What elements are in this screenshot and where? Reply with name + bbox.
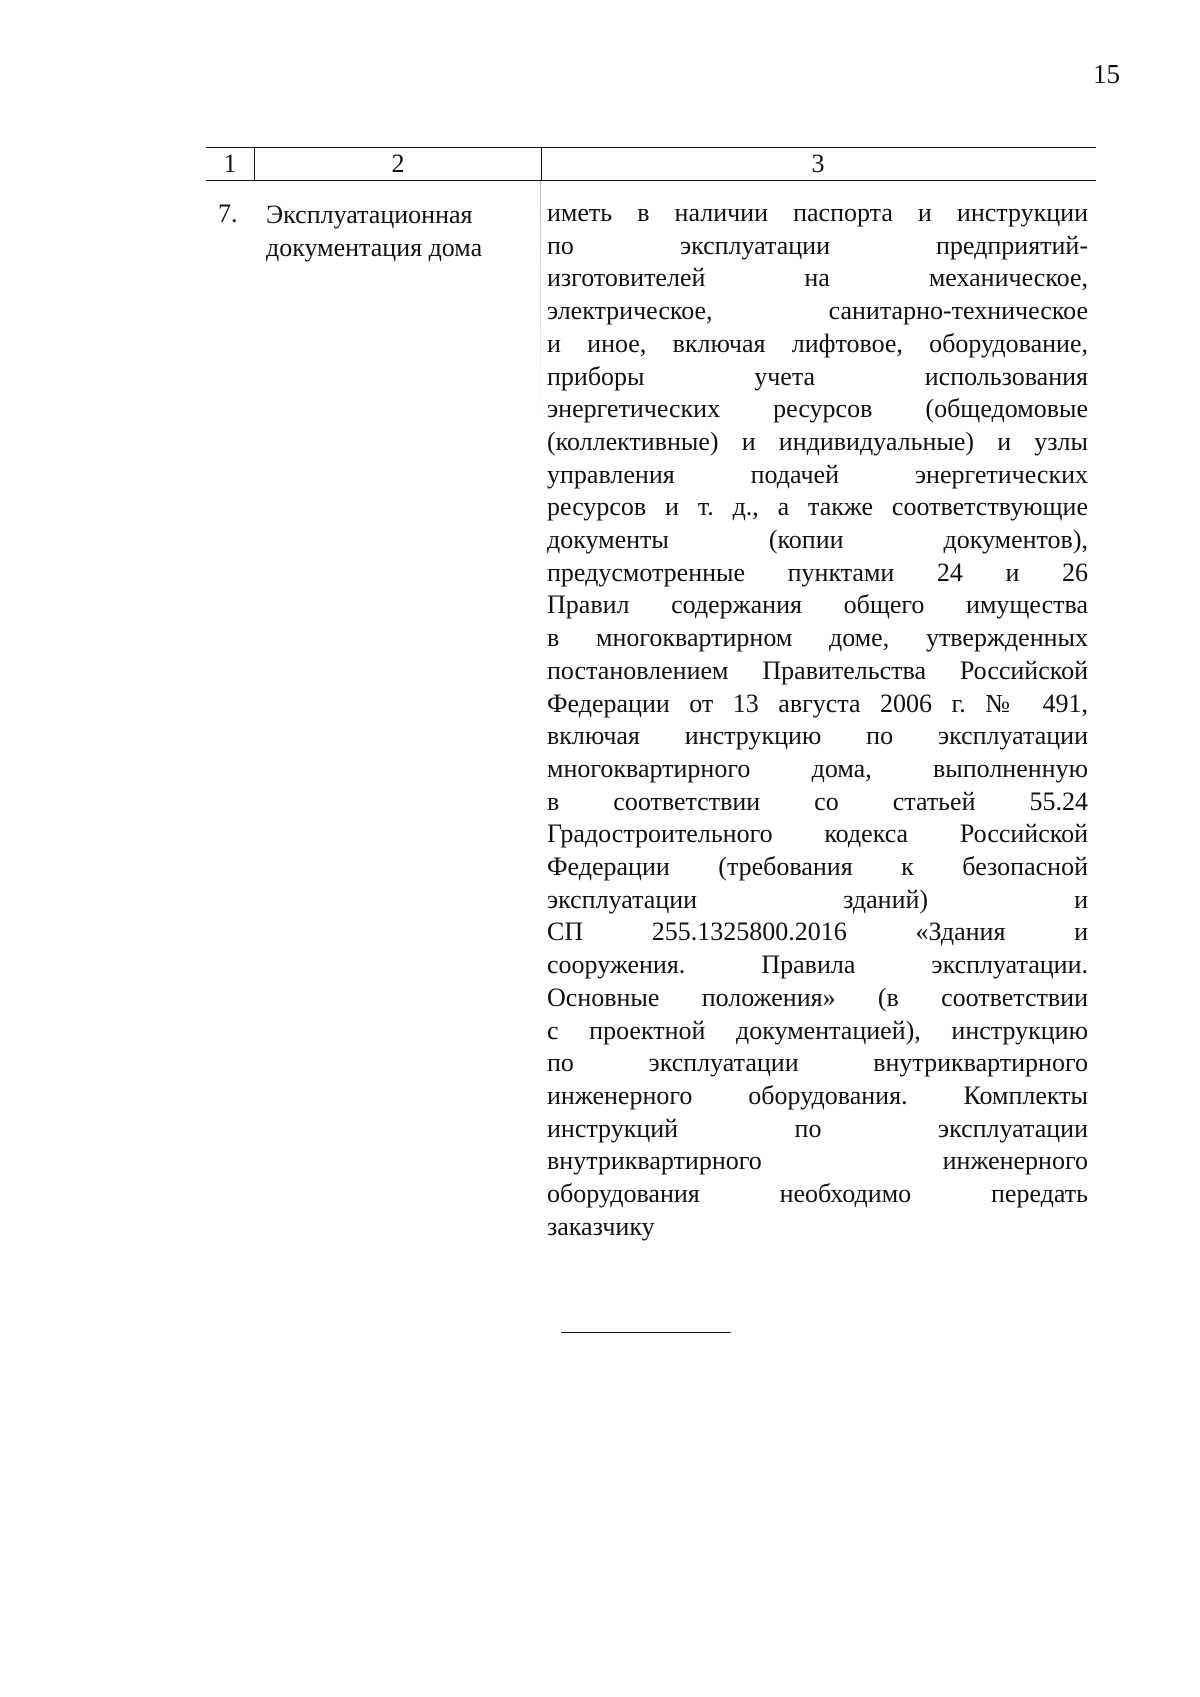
- column-divider: [540, 180, 541, 420]
- description-line: СП 255.1325800.2016 «Здания и: [547, 917, 1088, 947]
- table-header-row: [206, 147, 1096, 181]
- header-cell-1: 1: [223, 149, 237, 178]
- description-line: в соответствии со статьей 55.24: [547, 786, 1088, 816]
- description-line: заказчику: [547, 1211, 655, 1241]
- page-number: 15: [1093, 59, 1120, 89]
- description-line: сооружения. Правила эксплуатации.: [547, 950, 1088, 980]
- header-cell-3: 3: [811, 149, 825, 178]
- description-line: инженерного оборудования. Комплекты: [547, 1080, 1088, 1110]
- description-line: оборудования необходимо передать: [547, 1179, 1088, 1209]
- description-line: Правил содержания общего имущества: [547, 590, 1088, 620]
- description-line: Градостроительного кодекса Российской: [547, 819, 1088, 849]
- description-line: электрическое, санитарно-техническое: [547, 296, 1088, 326]
- description-line: Основные положения» (в соответствии: [547, 982, 1088, 1012]
- description-line: Федерации (требования к безопасной: [547, 852, 1088, 882]
- description-line: с проектной документацией), инструкцию: [547, 1015, 1088, 1045]
- description-line: по эксплуатации предприятий-: [547, 230, 1088, 260]
- row-name-line: Эксплуатационная: [266, 200, 473, 229]
- description-line: ресурсов и т. д., а также соответствующие: [547, 492, 1088, 522]
- description-line: приборы учета использования: [547, 361, 1088, 391]
- description-line: в многоквартирном доме, утвержденных: [547, 623, 1088, 653]
- description-line: и иное, включая лифтовое, оборудование,: [547, 328, 1088, 358]
- end-of-document-rule: [561, 1332, 731, 1333]
- row-number: 7.: [218, 199, 238, 228]
- row-name: [266, 198, 536, 264]
- description-line: (коллективные) и индивидуальные) и узлы: [547, 426, 1088, 456]
- row-name-line: документация дома: [266, 233, 483, 262]
- description-line: постановлением Правительства Российской: [547, 655, 1088, 685]
- header-cell-2: 2: [254, 148, 542, 180]
- description-line: документы (копии документов),: [547, 525, 1088, 555]
- description-line: по эксплуатации внутриквартирного: [547, 1048, 1088, 1078]
- description-line: изготовителей на механическое,: [547, 263, 1088, 293]
- description-line: многоквартирного дома, выполненную: [547, 753, 1088, 783]
- description-line: внутриквартирного инженерного: [547, 1146, 1088, 1176]
- description-line: предусмотренные пунктами 24 и 26: [547, 557, 1088, 587]
- description-line: энергетических ресурсов (общедомовые: [547, 394, 1088, 424]
- row-description: [547, 197, 1088, 1244]
- description-line: инструкций по эксплуатации: [547, 1113, 1088, 1143]
- description-line: эксплуатации зданий) и: [547, 884, 1088, 914]
- description-line: включая инструкцию по эксплуатации: [547, 721, 1088, 751]
- description-line: Федерации от 13 августа 2006 г. № 491,: [547, 688, 1088, 718]
- description-line: иметь в наличии паспорта и инструкции: [547, 198, 1088, 227]
- description-line: управления подачей энергетических: [547, 459, 1088, 489]
